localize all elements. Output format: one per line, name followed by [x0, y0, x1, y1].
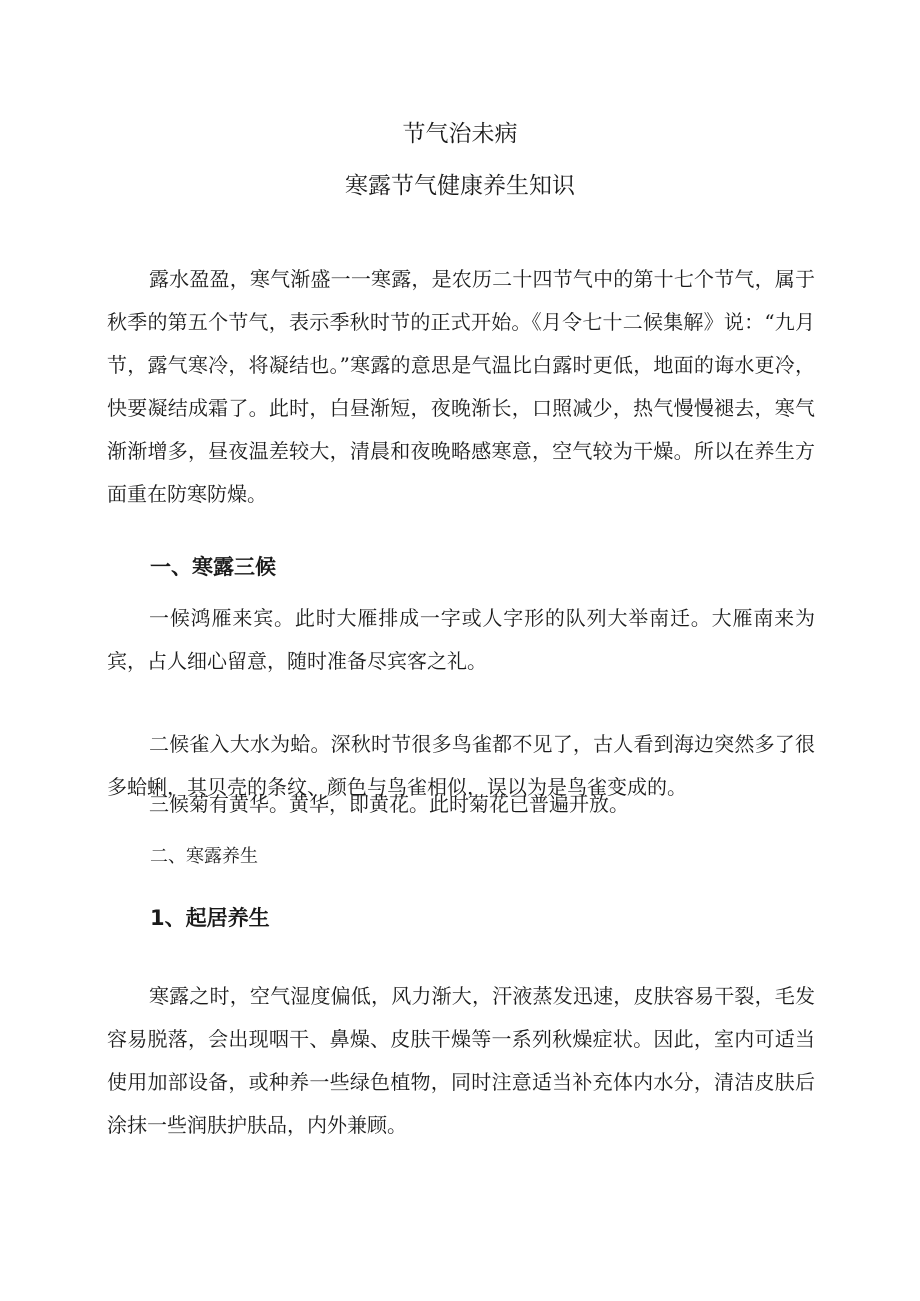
section-heading-yangsheng: 二、寒露养生 [150, 846, 258, 867]
intro-paragraph: 露水盈盈，寒气渐盛一一寒露，是农历二十四节气中的第十七个节气，属于秋季的第五个节气，表示季秋时节的正式开始。《月令七十二候集解》说：“九月节，露气寒冷，将凝结也。”寒露的意思是气温比白露时更低，地面的诲水更冷，快要凝结成霜了。此时，白昼渐短，夜晚渐长，口照减少，热气慢慢褪去，寒气渐渐增多，昼夜温差较大，清晨和夜晚略感寒意，空气较为干燥。所以在养生方面重在防寒防燥。 [107, 267, 815, 506]
paragraph-first-hou: 一候鸿雁来宾。此时大雁排成一字或人字形的队列大举南迁。大雁南来为宾，占人细心留意，随时准备尽宾客之礼。 [107, 606, 815, 673]
section-heading-sanhou: 一、寒露三候 [150, 555, 276, 579]
paragraph-qiju: 寒露之时，空气湿度偏低，风力渐大，汗液蒸发迅速，皮肤容易干裂，毛发容易脱落，会出现咽干、鼻燥、皮肤干燥等一系列秋燥症状。因此，室内可适当使用加部设备，或种养一些绿色植物，同时注意适当补充体内水分，清洁皮肤后涂抹一些润肤护肤品，内外兼顾。 [107, 984, 815, 1137]
document-title: 节气治未病 [402, 121, 518, 147]
document-subtitle: 寒露节气健康养生知识 [345, 173, 575, 199]
paragraph-third-hou: 三候菊有黄华。黄华，即黄花。此时菊花已普遍开放。 [149, 792, 629, 816]
paragraph-second-hou: 二候雀入大水为蛤。深秋时节很多鸟雀都不见了，古人看到海边突然多了很多蛤蜊，其贝壳的条纹、颜色与鸟雀相似，误以为是鸟雀变成的。 [107, 732, 815, 799]
subsection-heading-qiju: 1、起居养生 [150, 906, 270, 930]
